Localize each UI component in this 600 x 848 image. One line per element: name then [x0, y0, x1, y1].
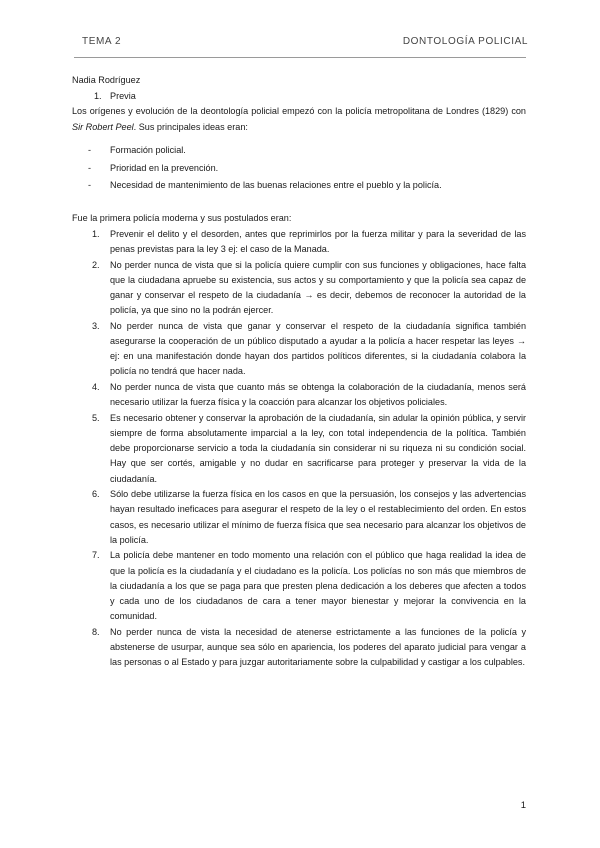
- item-text: Prevenir el delito y el desorden, antes que reprimirlos por la fuerza militar y para la severidad de las penas previstas para la ley 3 ej: el caso de la Manada.: [110, 228, 526, 255]
- list-item: [72, 625, 526, 671]
- document-body: [72, 73, 526, 671]
- item-text: No perder nunca de vista la necesidad de atenerse estrictamente a las funciones de la policía y abstenerse de usurpar, aunque sea sólo en apariencia, los poderes del aparato judicial para vengar a las personas o al Estado y para juzgar autoritariamente sobre la culpabilidad y castigar a los culpables.: [110, 626, 526, 668]
- section-heading: [94, 89, 526, 104]
- intro-paragraph: [72, 104, 526, 134]
- item-text: No perder nunca de vista que si la policía quiere cumplir con sus funciones y obligaciones, hace falta que la ciudadana apruebe su existencia, sus actos y su comportamiento y que la policía sea capaz de ganar y conservar el respeto de la ciudadanía → es decir, debemos de reconocer la autoridad de la policía, ya que sino no la podrán ejercer.: [110, 259, 526, 316]
- item-number: 8.: [92, 626, 100, 637]
- item-number: 4.: [92, 382, 100, 393]
- item-text: Sólo debe utilizarse la fuerza física en los casos en que la persuasión, los consejos y las advertencias hayan resultado ineficaces para asegurar el respeto de la ley o el restablecimiento del orden. En estos casos, es necesario utilizar el mínimo de fuerza física que sea necesario para alcanzar los objetivos de la policía.: [110, 489, 526, 545]
- item-number: 3.: [92, 320, 100, 331]
- list-item: - Formación policial.: [72, 143, 526, 158]
- principles-list: [72, 227, 526, 671]
- item-number: 1.: [92, 228, 100, 239]
- list-item: [72, 258, 526, 319]
- item-text: No perder nunca de vista que ganar y conservar el respeto de la ciudadanía significa también asegurarse la cooperación de un público disputado a ayudar a la policía a hacer respetar las leyes → ej: en una manifestación donde hayan dos partidos políticos diferentes, si la ciudadanía colabora la policía no tendrá que hacer nada.: [110, 320, 526, 377]
- dash-bullet-icon: -: [88, 180, 92, 191]
- item-number: 2.: [92, 259, 100, 270]
- dash-bullet-icon: -: [88, 162, 92, 173]
- list-item: [72, 319, 526, 380]
- item-text: No perder nunca de vista que cuanto más se obtenga la colaboración de la ciudadanía, menos será necesario utilizar la fuerza física y la coacción para alcanzar los objetivos policiales.: [110, 382, 526, 408]
- header-divider: [74, 57, 526, 58]
- list-item: - Prioridad en la prevención.: [72, 161, 526, 176]
- intro-text-after: . Sus principales ideas eran:: [133, 121, 248, 132]
- page-number: 1: [520, 800, 526, 811]
- item-number: 7.: [92, 550, 100, 561]
- section-number: 1.: [94, 91, 102, 102]
- item-number: 6.: [92, 489, 100, 500]
- list-item: [72, 227, 526, 257]
- list-item: [72, 548, 526, 624]
- list-item: [72, 487, 526, 548]
- list-item: - Necesidad de mantenimiento de las buenas relaciones entre el pueblo y la policía.: [72, 178, 526, 193]
- intro-name: Sir Robert Peel: [72, 121, 134, 132]
- ideas-list: [72, 143, 526, 194]
- list-item: [72, 411, 526, 487]
- header-topic: TEMA 2: [82, 36, 122, 47]
- item-number: 5.: [92, 412, 100, 423]
- author-name: Nadia Rodríguez: [72, 75, 141, 85]
- item-text: Es necesario obtener y conservar la aprobación de la ciudadanía, sin adular la opinión pública, y servir siempre de forma absolutamente imparcial a la ley, con total independencia de la política. También debe proporcionarse servicio a toda la ciudadanía sin considerar ni su riqueza ni su condición social. Hay que ser cortés, amigable y no dudar en sacrificarse para proteger y preservar la vida de la ciudadanía.: [110, 412, 526, 484]
- dash-bullet-icon: -: [88, 144, 92, 155]
- section-title: Previa: [110, 91, 136, 102]
- principles-intro: Fue la primera policía moderna y sus postulados eran:: [72, 212, 292, 223]
- list-item: [72, 380, 526, 410]
- intro-text-before: Los orígenes y evolución de la deontología policial empezó con la policía metropolitana de Londres (1829) con: [72, 106, 526, 117]
- item-text: La policía debe mantener en todo momento una relación con el público que haga realidad la idea de que la policía es la ciudadanía y el ciudadano es la policía. Los policías no son más que miembros de la ciudadanía a los que se paga para que presten plena dedicación a los deberes que afecten a todos y cada uno de los ciudadanos de cara a tener mayor bienestar y mejorar la convivencia en la comunidad.: [110, 550, 526, 622]
- header-subject: DONTOLOGÍA POLICIAL: [402, 36, 528, 47]
